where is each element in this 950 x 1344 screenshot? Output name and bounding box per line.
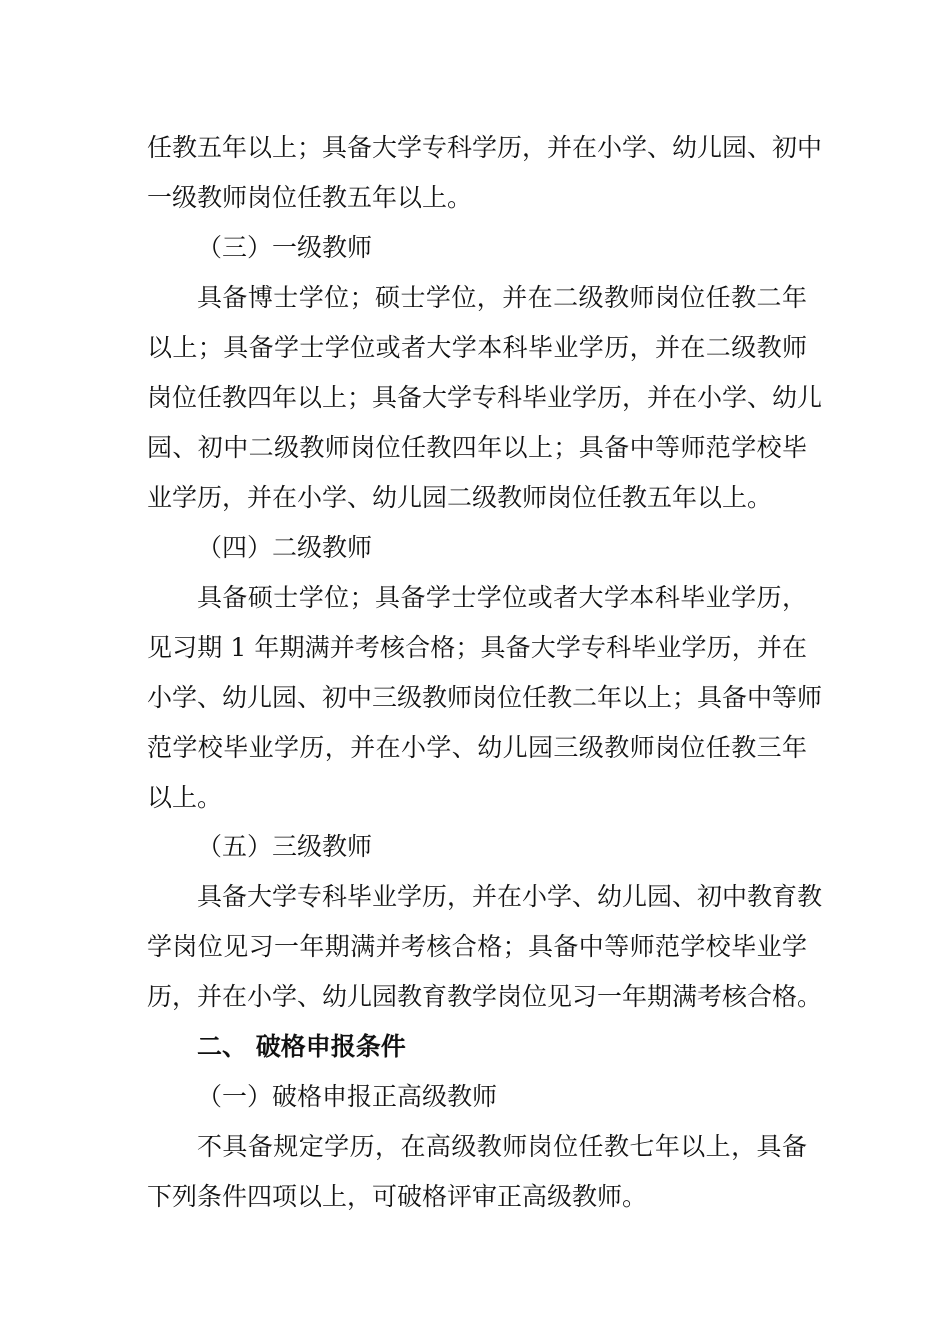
paragraph-line: 小学、幼儿园、初中三级教师岗位任教二年以上；具备中等师 (147, 683, 823, 712)
paragraph-line: 具备博士学位；硕士学位，并在二级教师岗位任教二年 (197, 283, 807, 312)
paragraph-line: 见习期 1 年期满并考核合格；具备大学专科毕业学历，并在 (147, 633, 807, 662)
paragraph-line: 任教五年以上；具备大学专科学历，并在小学、幼儿园、初中 (147, 133, 823, 162)
paragraph-line: 范学校毕业学历，并在小学、幼儿园三级教师岗位任教三年 (147, 733, 807, 762)
paragraph-line: 学岗位见习一年期满并考核合格；具备中等师范学校毕业学 (147, 932, 807, 961)
section-heading-level-5: （五）三级教师 (197, 832, 373, 861)
paragraph-line: 园、初中二级教师岗位任教四年以上；具备中等师范学校毕 (147, 433, 807, 462)
paragraph-line: 以上；具备学士学位或者大学本科毕业学历，并在二级教师 (147, 333, 807, 362)
paragraph-line: 具备大学专科毕业学历，并在小学、幼儿园、初中教育教 (197, 882, 823, 911)
section-heading-level-4: （四）二级教师 (197, 533, 373, 562)
paragraph-line: 以上。 (147, 783, 223, 812)
paragraph-line: 业学历，并在小学、幼儿园二级教师岗位任教五年以上。 (147, 483, 773, 512)
paragraph-line: 具备硕士学位；具备学士学位或者大学本科毕业学历， (197, 583, 807, 612)
paragraph-line: 历，并在小学、幼儿园教育教学岗位见习一年期满考核合格。 (147, 982, 823, 1011)
paragraph-line: 一级教师岗位任教五年以上。 (147, 183, 473, 212)
paragraph-line: 不具备规定学历，在高级教师岗位任教七年以上，具备 (197, 1132, 807, 1161)
section-heading-level-3: （三）一级教师 (197, 233, 373, 262)
section-heading-break-rule: （一）破格申报正高级教师 (197, 1082, 498, 1111)
paragraph-line: 下列条件四项以上，可破格评审正高级教师。 (147, 1182, 648, 1211)
chapter-heading: 二、 破格申报条件 (197, 1032, 406, 1061)
paragraph-line: 岗位任教四年以上；具备大学专科毕业学历，并在小学、幼儿 (147, 383, 823, 412)
